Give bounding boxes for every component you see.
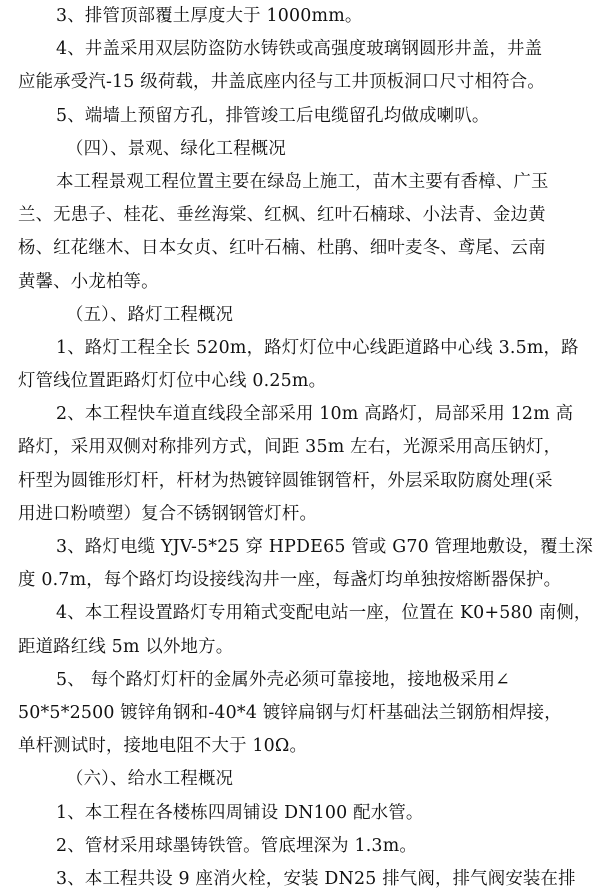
paragraph-line: 2、管材采用球墨铸铁管。管底埋深为 1.3m。 <box>56 835 417 856</box>
paragraph-line: 距道路红线 5m 以外地方。 <box>18 636 234 657</box>
paragraph-line: 应能承受汽-15 级荷载，井盖底座内径与工井顶板洞口尺寸相符合。 <box>18 72 545 93</box>
paragraph-line: 兰、无患子、桂花、垂丝海棠、红枫、红叶石楠球、小法青、金边黄 <box>18 205 546 226</box>
paragraph-line: 2、本工程快车道直线段全部采用 10m 高路灯，局部采用 12m 高 <box>56 404 574 425</box>
section-heading: （五）、路灯工程概况 <box>66 304 234 325</box>
paragraph-line: 路灯，采用双侧对称排列方式，间距 35m 左右，光源采用高压钠灯， <box>18 437 562 458</box>
paragraph-line: 用进口粉喷塑）复合不锈钢钢管灯杆。 <box>18 503 318 524</box>
paragraph-line: 1、路灯工程全长 520m，路灯灯位中心线距道路中心线 3.5m，路 <box>56 337 579 358</box>
paragraph-line: 3、排管顶部覆土厚度大于 1000mm。 <box>56 6 363 26</box>
paragraph-line: 灯管线位置距路灯灯位中心线 0.25m。 <box>18 371 327 392</box>
section-heading: （六）、给水工程概况 <box>66 769 234 790</box>
paragraph-line: 4、井盖采用双层防盗防水铸铁或高强度玻璃钢圆形井盖，井盖 <box>56 39 543 60</box>
paragraph-line: 杆型为圆锥形灯杆，杆材为热镀锌圆锥钢管杆，外层采取防腐处理(采 <box>18 470 553 491</box>
paragraph-line: 黄馨、小龙柏等。 <box>18 271 159 292</box>
paragraph-line: 单杆测试时，接地电阻不大于 10Ω。 <box>18 736 308 757</box>
paragraph-line: 杨、红花继木、日本女贞、红叶石楠、杜鹃、细叶麦冬、鸢尾、云南 <box>18 238 546 259</box>
paragraph-line: 3、本工程共设 9 座消火栓，安装 DN25 排气阀，排气阀安装在排 <box>56 868 576 889</box>
paragraph-line: 3、路灯电缆 YJV-5*25 穿 HPDE65 管或 G70 管理地敷设，覆土深 <box>56 537 593 557</box>
paragraph-line: 50*5*2500 镀锌角钢和-40*4 镀锌扁钢与灯杆基础法兰钢筋相焊接， <box>18 702 562 723</box>
paragraph-line: 5、 每个路灯灯杆的金属外壳必须可靠接地，接地极采用∠ <box>56 669 510 690</box>
paragraph-line: 1、本工程在各楼栋四周铺设 DN100 配水管。 <box>56 802 424 823</box>
paragraph-line: 度 0.7m，每个路灯均设接线沟井一座，每盏灯均单独按熔断器保护。 <box>18 570 562 591</box>
paragraph-line: 本工程景观工程位置主要在绿岛上施工，苗木主要有香樟、广玉 <box>56 171 549 192</box>
section-heading: （四）、景观、绿化工程概况 <box>66 138 286 159</box>
paragraph-line: 5、端墙上预留方孔，排管竣工后电缆留孔均做成喇叭。 <box>56 105 490 126</box>
paragraph-line: 4、本工程设置路灯专用箱式变配电站一座，位置在 K0+580 南侧， <box>56 603 592 624</box>
